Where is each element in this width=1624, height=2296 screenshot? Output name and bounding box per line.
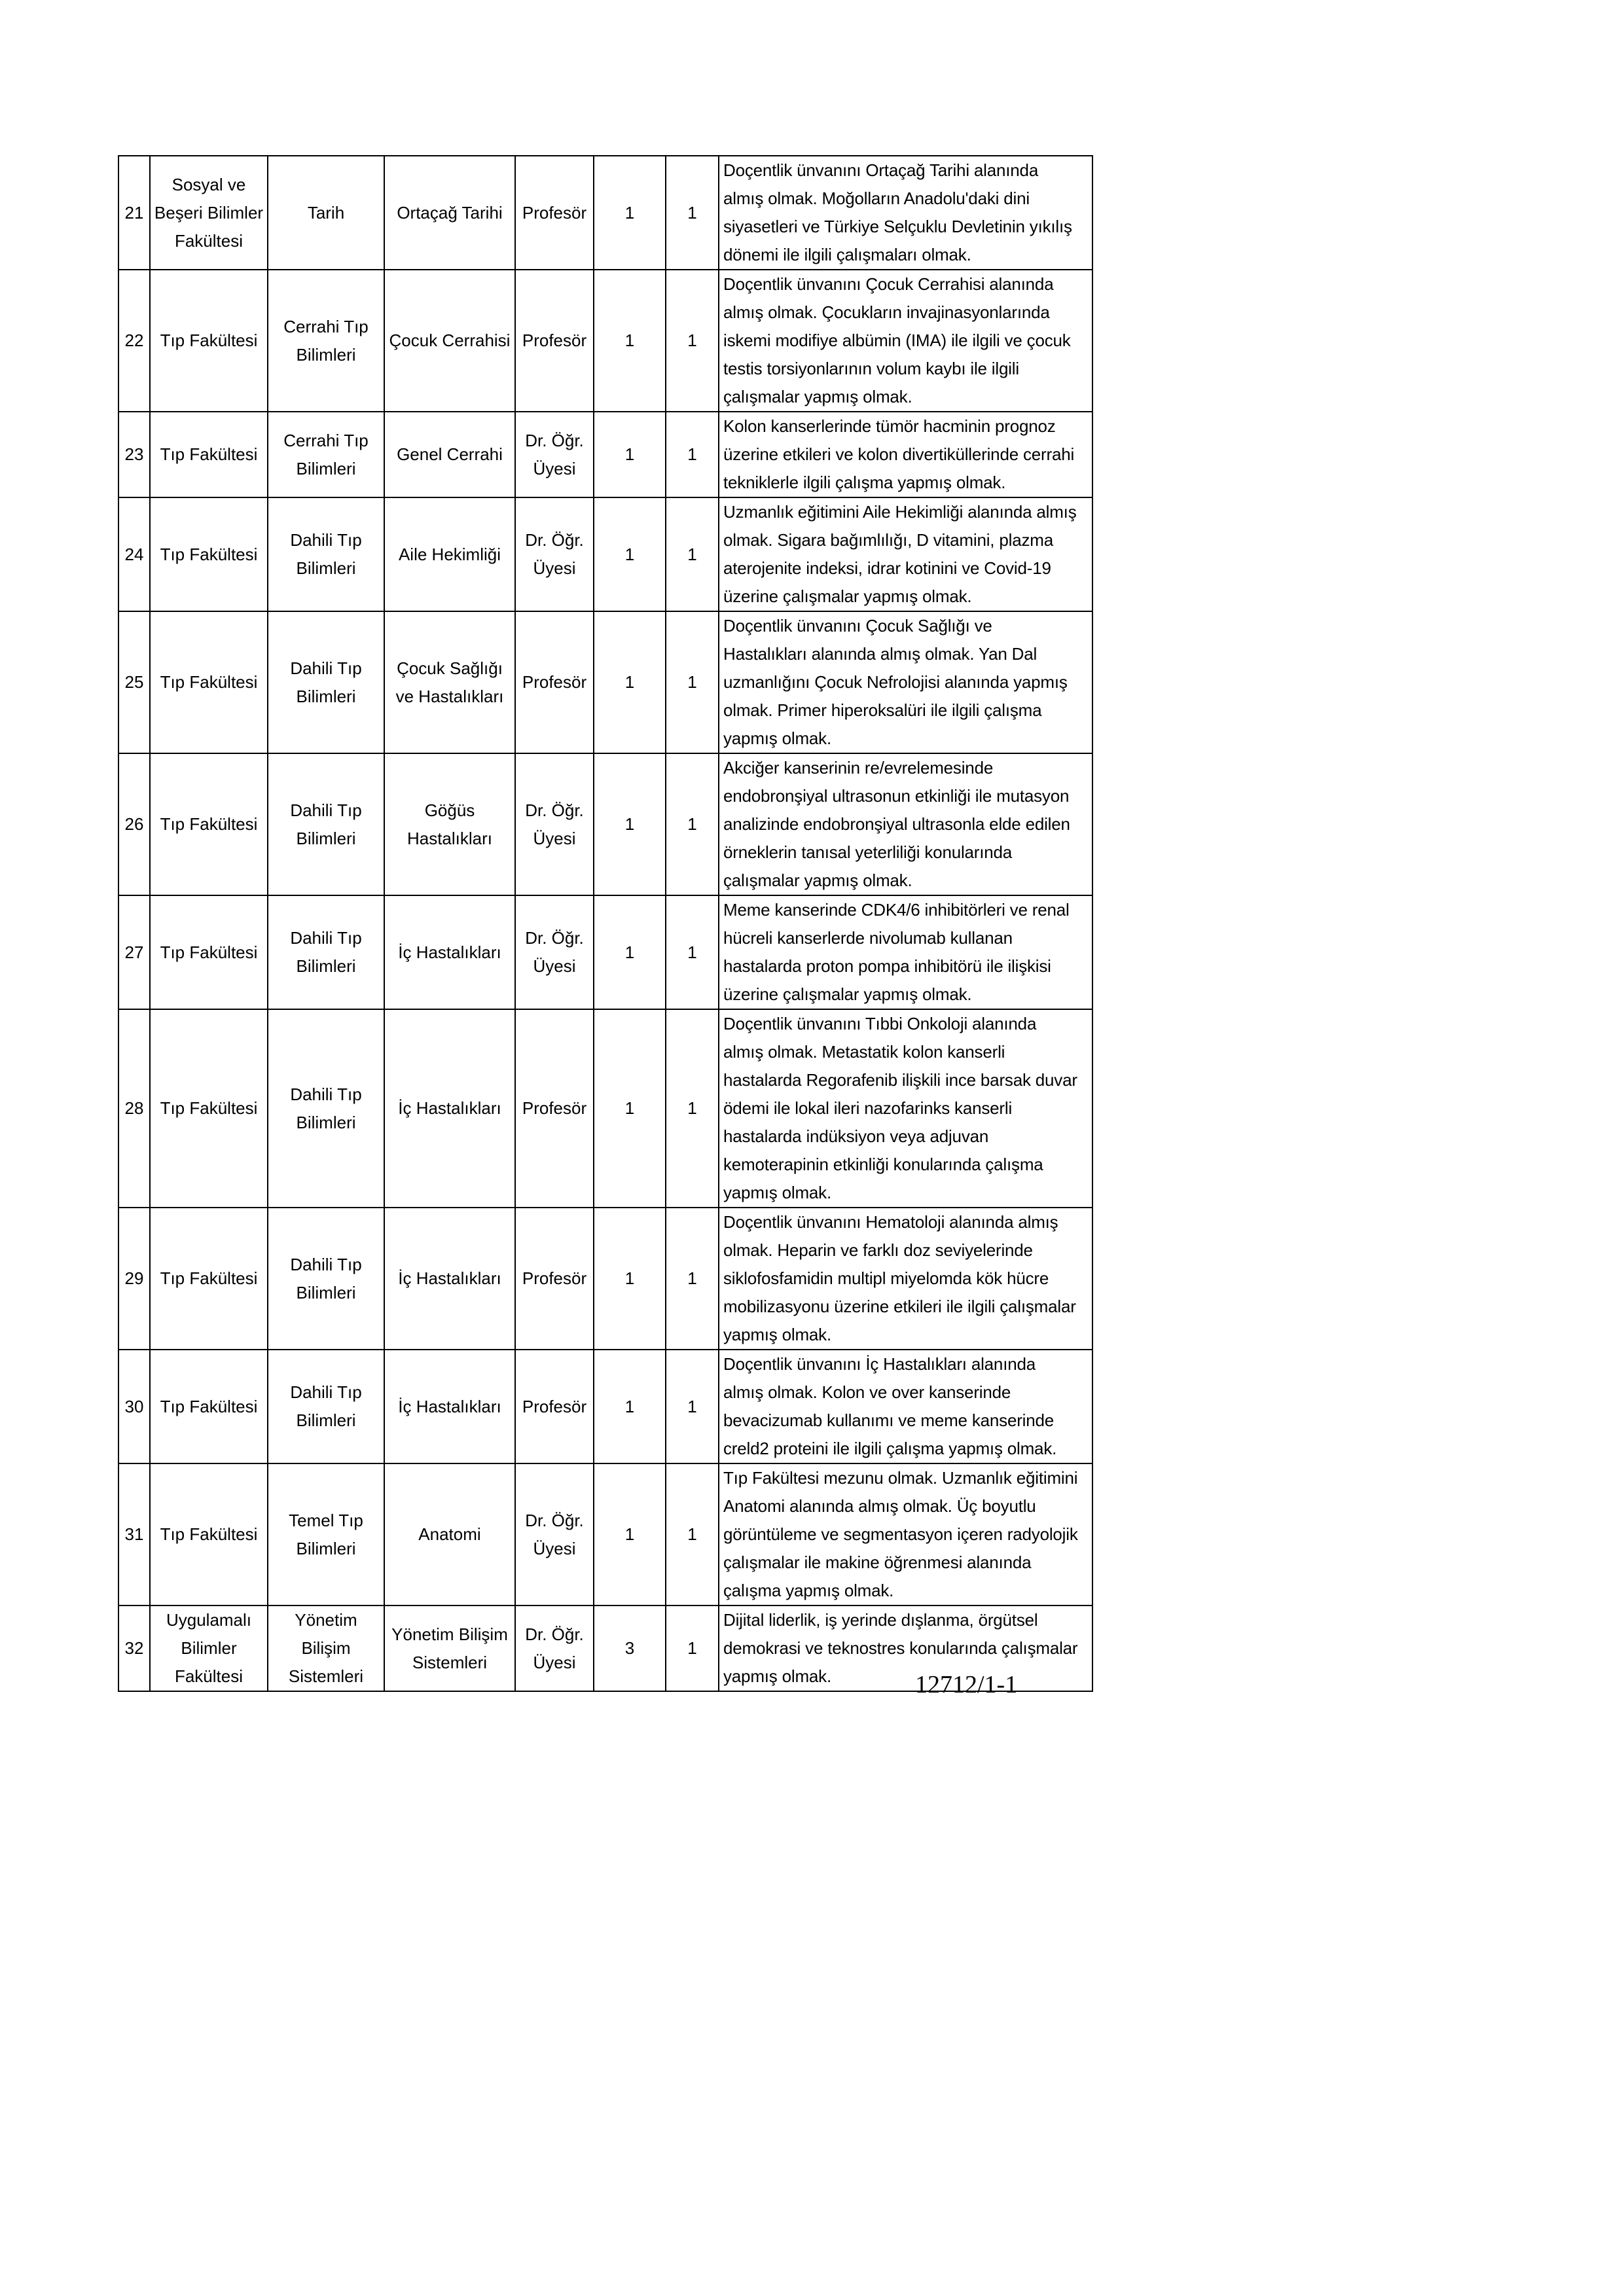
row-number-cell: 28 bbox=[118, 1009, 150, 1208]
requirement-line: siklofosfamidin multipl miyelomda kök hücre bbox=[723, 1268, 1049, 1288]
requirement-line: Meme kanserinde CDK4/6 inhibitörleri ve renal bbox=[723, 900, 1070, 920]
requirement-line: creld2 proteini ile ilgili çalışma yapmış olmak. bbox=[723, 1439, 1057, 1458]
requirement-line: Anatomi alanında almış olmak. Üç boyutlu bbox=[723, 1496, 1036, 1516]
faculty-cell bbox=[150, 753, 268, 895]
title-cell bbox=[515, 497, 594, 611]
field-cell bbox=[384, 270, 515, 412]
requirement-line: bevacizumab kullanımı ve meme kanserinde bbox=[723, 1410, 1055, 1430]
row-number-cell: 30 bbox=[118, 1350, 150, 1463]
department-line: Dahili Tıp bbox=[290, 658, 362, 678]
department-line: Bilimleri bbox=[296, 558, 356, 578]
degree-cell: 1 bbox=[594, 270, 666, 412]
faculty-line: Tıp Fakültesi bbox=[160, 1524, 258, 1544]
department-cell bbox=[268, 412, 384, 497]
faculty-line: Beşeri Bilimler bbox=[154, 202, 264, 223]
requirement-line: yapmış olmak. bbox=[723, 1183, 832, 1202]
row-number-cell: 29 bbox=[118, 1208, 150, 1350]
title-cell bbox=[515, 1605, 594, 1691]
faculty-line: Fakültesi bbox=[174, 1666, 244, 1686]
faculty-cell bbox=[150, 1208, 268, 1350]
faculty-cell bbox=[150, 497, 268, 611]
department-cell bbox=[268, 497, 384, 611]
field-cell bbox=[384, 1463, 515, 1605]
field-line: Hastalıkları bbox=[406, 828, 493, 848]
faculty-line: Sosyal ve bbox=[171, 174, 246, 194]
field-cell bbox=[384, 895, 515, 1009]
requirement-line: Doçentlik ünvanını Tıbbi Onkoloji alanında bbox=[723, 1014, 1037, 1033]
table-row bbox=[118, 1463, 1092, 1605]
title-line: Profesör bbox=[522, 202, 587, 223]
department-line: Cerrahi Tıp bbox=[283, 316, 369, 336]
title-line: Dr. Öğr. bbox=[525, 1510, 584, 1530]
department-cell bbox=[268, 753, 384, 895]
count-cell: 1 bbox=[666, 156, 719, 270]
faculty-line: Bilimler bbox=[181, 1638, 237, 1658]
table-row bbox=[118, 611, 1092, 753]
department-line: Cerrahi Tıp bbox=[283, 430, 369, 450]
positions-table bbox=[118, 155, 1093, 1692]
faculty-line: Fakültesi bbox=[174, 230, 244, 251]
requirement-cell bbox=[719, 156, 1092, 270]
field-line: İç Hastalıkları bbox=[398, 1396, 501, 1416]
title-line: Dr. Öğr. bbox=[525, 928, 584, 948]
title-line: Üyesi bbox=[533, 828, 576, 848]
requirement-line: yapmış olmak. bbox=[723, 728, 832, 748]
requirement-line: Hastalıkları alanında almış olmak. Yan Dal bbox=[723, 644, 1038, 664]
field-line: ve Hastalıkları bbox=[395, 686, 504, 706]
count-cell: 1 bbox=[666, 1208, 719, 1350]
requirement-line: hücreli kanserlerde nivolumab kullanan bbox=[723, 928, 1013, 948]
requirement-line: çalışma yapmış olmak. bbox=[723, 1581, 894, 1600]
requirement-line: çalışmalar yapmış olmak. bbox=[723, 387, 912, 406]
requirement-line: görüntüleme ve segmentasyon içeren radyolojik bbox=[723, 1524, 1078, 1544]
faculty-line: Uygulamalı bbox=[166, 1610, 252, 1630]
department-cell bbox=[268, 1350, 384, 1463]
degree-cell: 1 bbox=[594, 895, 666, 1009]
requirement-line: üzerine etkileri ve kolon divertiküllerinde cerrahi bbox=[723, 444, 1075, 464]
department-line: Temel Tıp bbox=[289, 1510, 363, 1530]
count-cell: 1 bbox=[666, 497, 719, 611]
requirement-line: demokrasi ve teknostres konularında çalışmalar bbox=[723, 1638, 1078, 1658]
department-line: Yönetim bbox=[295, 1610, 357, 1630]
degree-cell: 1 bbox=[594, 753, 666, 895]
degree-cell: 1 bbox=[594, 1463, 666, 1605]
faculty-line: Tıp Fakültesi bbox=[160, 544, 258, 564]
requirement-line: Doçentlik ünvanını Ortaçağ Tarihi alanında bbox=[723, 160, 1039, 180]
field-line: İç Hastalıkları bbox=[398, 942, 501, 962]
requirement-line: örneklerin tanısal yeterliliği konularında bbox=[723, 842, 1013, 862]
department-cell bbox=[268, 1605, 384, 1691]
title-cell bbox=[515, 1463, 594, 1605]
faculty-cell bbox=[150, 895, 268, 1009]
title-line: Dr. Öğr. bbox=[525, 1624, 584, 1644]
title-cell bbox=[515, 611, 594, 753]
department-line: Bilimleri bbox=[296, 1410, 356, 1430]
faculty-cell bbox=[150, 1350, 268, 1463]
field-line: Yönetim Bilişim bbox=[391, 1624, 508, 1644]
title-line: Profesör bbox=[522, 331, 587, 350]
requirement-line: ödemi ile lokal ileri nazofarinks kanserli bbox=[723, 1098, 1013, 1118]
row-number-cell: 32 bbox=[118, 1605, 150, 1691]
faculty-cell bbox=[150, 1463, 268, 1605]
count-cell: 1 bbox=[666, 895, 719, 1009]
row-number-cell: 27 bbox=[118, 895, 150, 1009]
requirement-line: kemoterapinin etkinliği konularında çalışma bbox=[723, 1155, 1043, 1174]
department-cell bbox=[268, 156, 384, 270]
count-cell: 1 bbox=[666, 753, 719, 895]
requirement-cell bbox=[719, 1009, 1092, 1208]
department-line: Bilimleri bbox=[296, 828, 356, 848]
title-line: Dr. Öğr. bbox=[525, 430, 584, 450]
requirement-cell bbox=[719, 611, 1092, 753]
title-cell bbox=[515, 1009, 594, 1208]
requirement-line: almış olmak. Kolon ve over kanserinde bbox=[723, 1382, 1011, 1402]
table-body bbox=[118, 156, 1092, 1691]
table-row bbox=[118, 753, 1092, 895]
department-line: Bilimleri bbox=[296, 686, 356, 706]
requirement-cell bbox=[719, 497, 1092, 611]
requirement-cell bbox=[719, 1605, 1092, 1691]
requirement-line: aterojenite indeksi, idrar kotinini ve Covid-19 bbox=[723, 558, 1051, 578]
field-line: İç Hastalıkları bbox=[398, 1098, 501, 1118]
requirement-line: Doçentlik ünvanını İç Hastalıkları alanında bbox=[723, 1354, 1036, 1374]
requirement-line: siyasetleri ve Türkiye Selçuklu Devletinin yıkılış bbox=[723, 217, 1072, 236]
field-line: İç Hastalıkları bbox=[398, 1268, 501, 1288]
field-cell bbox=[384, 753, 515, 895]
field-line: Anatomi bbox=[418, 1524, 481, 1544]
table-row bbox=[118, 412, 1092, 497]
requirement-line: Kolon kanserlerinde tümör hacminin prognoz bbox=[723, 416, 1056, 436]
title-cell bbox=[515, 270, 594, 412]
degree-cell: 1 bbox=[594, 1009, 666, 1208]
department-line: Dahili Tıp bbox=[290, 800, 362, 820]
requirement-line: yapmış olmak. bbox=[723, 1325, 832, 1344]
table-row bbox=[118, 156, 1092, 270]
title-line: Profesör bbox=[522, 1268, 587, 1288]
row-number-cell: 25 bbox=[118, 611, 150, 753]
table-row bbox=[118, 1009, 1092, 1208]
degree-cell: 1 bbox=[594, 611, 666, 753]
field-cell bbox=[384, 156, 515, 270]
requirement-line: olmak. Primer hiperoksalüri ile ilgili çalışma bbox=[723, 700, 1042, 720]
department-line: Dahili Tıp bbox=[290, 1084, 362, 1104]
faculty-line: Tıp Fakültesi bbox=[160, 942, 258, 962]
department-line: Dahili Tıp bbox=[290, 1382, 362, 1402]
department-line: Bilimleri bbox=[296, 344, 356, 365]
department-cell bbox=[268, 1208, 384, 1350]
row-number-cell: 22 bbox=[118, 270, 150, 412]
faculty-line: Tıp Fakültesi bbox=[160, 331, 258, 350]
field-line: Genel Cerrahi bbox=[397, 444, 503, 464]
field-cell bbox=[384, 497, 515, 611]
field-cell bbox=[384, 611, 515, 753]
requirement-line: Doçentlik ünvanını Hematoloji alanında almış bbox=[723, 1212, 1058, 1232]
field-line: Çocuk Cerrahisi bbox=[389, 331, 511, 350]
field-line: Göğüs bbox=[424, 800, 475, 820]
requirement-line: üzerine çalışmalar yapmış olmak. bbox=[723, 984, 972, 1004]
row-number-cell: 26 bbox=[118, 753, 150, 895]
requirement-line: hastalarda indüksiyon veya adjuvan bbox=[723, 1126, 989, 1146]
field-line: Çocuk Sağlığı bbox=[397, 658, 503, 678]
degree-cell: 1 bbox=[594, 412, 666, 497]
title-line: Üyesi bbox=[533, 1652, 576, 1672]
table-row bbox=[118, 270, 1092, 412]
count-cell: 1 bbox=[666, 1350, 719, 1463]
requirement-cell bbox=[719, 1463, 1092, 1605]
count-cell: 1 bbox=[666, 1605, 719, 1691]
requirement-cell bbox=[719, 1350, 1092, 1463]
department-line: Sistemleri bbox=[288, 1666, 364, 1686]
count-cell: 1 bbox=[666, 1009, 719, 1208]
table-row bbox=[118, 497, 1092, 611]
faculty-cell bbox=[150, 1009, 268, 1208]
faculty-line: Tıp Fakültesi bbox=[160, 1098, 258, 1118]
count-cell: 1 bbox=[666, 270, 719, 412]
title-line: Üyesi bbox=[533, 1538, 576, 1558]
department-line: Dahili Tıp bbox=[290, 530, 362, 550]
requirement-line: testis torsiyonlarının volum kaybı ile ilgili bbox=[723, 359, 1019, 378]
department-cell bbox=[268, 1009, 384, 1208]
requirement-line: yapmış olmak. bbox=[723, 1666, 832, 1686]
field-cell bbox=[384, 1208, 515, 1350]
requirement-line: analizinde endobronşiyal ultrasonla elde edilen bbox=[723, 814, 1070, 834]
table-row bbox=[118, 1208, 1092, 1350]
title-line: Üyesi bbox=[533, 458, 576, 478]
degree-cell: 1 bbox=[594, 497, 666, 611]
title-cell bbox=[515, 895, 594, 1009]
faculty-cell bbox=[150, 270, 268, 412]
requirement-line: Doçentlik ünvanını Çocuk Sağlığı ve bbox=[723, 616, 992, 636]
department-cell bbox=[268, 611, 384, 753]
row-number-cell: 31 bbox=[118, 1463, 150, 1605]
department-line: Bilimleri bbox=[296, 1112, 356, 1132]
requirement-line: Uzmanlık eğitimini Aile Hekimliği alanında almış bbox=[723, 502, 1077, 522]
department-line: Bilişim bbox=[301, 1638, 351, 1658]
table-row bbox=[118, 1350, 1092, 1463]
title-cell bbox=[515, 1350, 594, 1463]
requirement-line: almış olmak. Çocukların invajinasyonlarında bbox=[723, 302, 1050, 322]
requirement-line: almış olmak. Moğolların Anadolu'daki dini bbox=[723, 188, 1030, 208]
field-line: Ortaçağ Tarihi bbox=[397, 202, 503, 223]
title-line: Dr. Öğr. bbox=[525, 530, 584, 550]
requirement-line: dönemi ile ilgili çalışmaları olmak. bbox=[723, 245, 971, 264]
title-cell bbox=[515, 753, 594, 895]
requirement-line: hastalarda Regorafenib ilişkili ince barsak duvar bbox=[723, 1070, 1077, 1090]
department-line: Dahili Tıp bbox=[290, 1254, 362, 1274]
department-cell bbox=[268, 270, 384, 412]
title-line: Dr. Öğr. bbox=[525, 800, 584, 820]
page-number: 12712/1-1 bbox=[915, 1671, 1018, 1698]
requirement-cell bbox=[719, 270, 1092, 412]
degree-cell: 1 bbox=[594, 156, 666, 270]
requirement-line: Tıp Fakültesi mezunu olmak. Uzmanlık eğitimini bbox=[723, 1468, 1078, 1488]
requirement-line: Doçentlik ünvanını Çocuk Cerrahisi alanında bbox=[723, 274, 1054, 294]
count-cell: 1 bbox=[666, 412, 719, 497]
title-line: Profesör bbox=[522, 1396, 587, 1416]
requirement-line: çalışmalar yapmış olmak. bbox=[723, 870, 912, 890]
degree-cell: 3 bbox=[594, 1605, 666, 1691]
title-line: Üyesi bbox=[533, 558, 576, 578]
requirement-cell bbox=[719, 753, 1092, 895]
field-cell bbox=[384, 1350, 515, 1463]
field-cell bbox=[384, 1605, 515, 1691]
requirement-line: Akciğer kanserinin re/evrelemesinde bbox=[723, 758, 994, 778]
field-cell bbox=[384, 412, 515, 497]
faculty-line: Tıp Fakültesi bbox=[160, 672, 258, 692]
title-line: Profesör bbox=[522, 1098, 587, 1118]
field-cell bbox=[384, 1009, 515, 1208]
count-cell: 1 bbox=[666, 611, 719, 753]
department-line: Tarih bbox=[307, 202, 345, 223]
requirement-line: endobronşiyal ultrasonun etkinliği ile mutasyon bbox=[723, 786, 1070, 806]
requirement-cell bbox=[719, 1208, 1092, 1350]
row-number-cell: 23 bbox=[118, 412, 150, 497]
requirement-line: olmak. Sigara bağımlılığı, D vitamini, plazma bbox=[723, 530, 1053, 550]
department-cell bbox=[268, 895, 384, 1009]
faculty-line: Tıp Fakültesi bbox=[160, 1396, 258, 1416]
department-line: Dahili Tıp bbox=[290, 928, 362, 948]
requirement-line: tekniklerle ilgili çalışma yapmış olmak. bbox=[723, 473, 1006, 492]
row-number-cell: 24 bbox=[118, 497, 150, 611]
title-line: Profesör bbox=[522, 672, 587, 692]
title-cell bbox=[515, 412, 594, 497]
department-line: Bilimleri bbox=[296, 458, 356, 478]
count-cell: 1 bbox=[666, 1463, 719, 1605]
faculty-cell bbox=[150, 156, 268, 270]
requirement-line: olmak. Heparin ve farklı doz seviyelerinde bbox=[723, 1240, 1033, 1260]
field-line: Sistemleri bbox=[412, 1652, 488, 1672]
title-cell bbox=[515, 156, 594, 270]
requirement-line: Dijital liderlik, iş yerinde dışlanma, örgütsel bbox=[723, 1610, 1038, 1630]
faculty-cell bbox=[150, 412, 268, 497]
requirement-line: almış olmak. Metastatik kolon kanserli bbox=[723, 1042, 1005, 1062]
table-row bbox=[118, 895, 1092, 1009]
faculty-line: Tıp Fakültesi bbox=[160, 814, 258, 834]
department-line: Bilimleri bbox=[296, 956, 356, 976]
requirement-line: mobilizasyonu üzerine etkileri ile ilgili çalışmalar bbox=[723, 1297, 1076, 1316]
department-line: Bilimleri bbox=[296, 1538, 356, 1558]
faculty-line: Tıp Fakültesi bbox=[160, 444, 258, 464]
row-number-cell: 21 bbox=[118, 156, 150, 270]
department-line: Bilimleri bbox=[296, 1282, 356, 1302]
requirement-line: çalışmalar ile makine öğrenmesi alanında bbox=[723, 1552, 1032, 1572]
requirement-line: üzerine çalışmalar yapmış olmak. bbox=[723, 586, 972, 606]
title-cell bbox=[515, 1208, 594, 1350]
faculty-line: Tıp Fakültesi bbox=[160, 1268, 258, 1288]
faculty-cell bbox=[150, 611, 268, 753]
department-cell bbox=[268, 1463, 384, 1605]
requirement-line: hastalarda proton pompa inhibitörü ile ilişkisi bbox=[723, 956, 1051, 976]
requirement-cell bbox=[719, 895, 1092, 1009]
faculty-cell bbox=[150, 1605, 268, 1691]
degree-cell: 1 bbox=[594, 1350, 666, 1463]
title-line: Üyesi bbox=[533, 956, 576, 976]
requirement-line: uzmanlığını Çocuk Nefrolojisi alanında yapmış bbox=[723, 672, 1068, 692]
field-line: Aile Hekimliği bbox=[398, 544, 501, 564]
requirement-cell bbox=[719, 412, 1092, 497]
requirement-line: iskemi modifiye albümin (IMA) ile ilgili ve çocuk bbox=[723, 331, 1071, 350]
degree-cell: 1 bbox=[594, 1208, 666, 1350]
